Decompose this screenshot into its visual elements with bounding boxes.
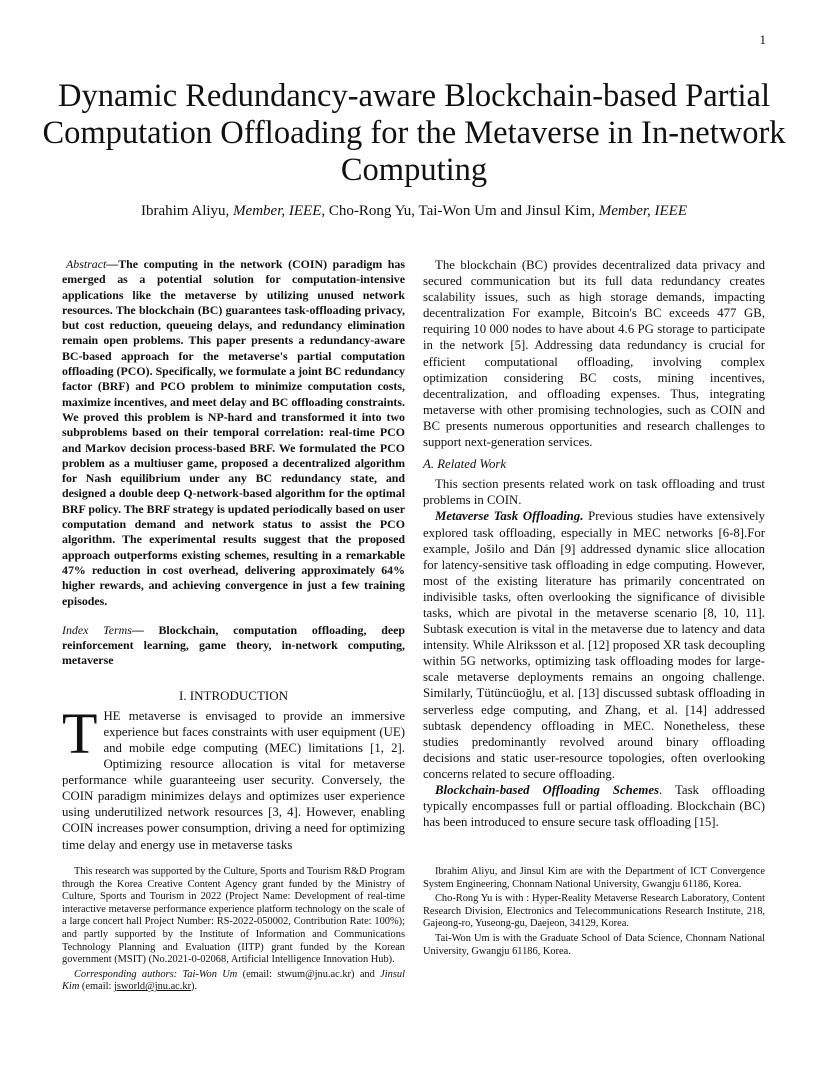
index-terms-label: Index Terms [62,622,132,637]
blockchain-offloading-paragraph [423,782,765,830]
left-column [62,257,405,853]
corresponding-footnote [62,969,405,994]
blockchain-offloading-text: . Task offloading typically encompasses full or partial offloading. Blockchain (BC) has been introduced to ensure secure task offloading [15]. [423,783,765,830]
abstract [62,257,405,609]
authors-rest: , Cho-Rong Yu, Tai-Won Um and Jinsul Kim, [321,203,599,219]
section-heading-introduction: I. INTRODUCTION [178,687,289,703]
paper-title: Dynamic Redundancy-aware Blockchain-based Partial Computation Offloading for the Metaverse in In-network Computing [42,78,786,188]
affiliation-footnote-3: Tai-Won Um is with the Graduate School of Data Science, Chonnam National University, Gwangju 61186, Korea. [423,932,765,957]
footnotes-left [62,866,405,996]
right-column [423,257,765,830]
subsection-heading-related-work: A. Related Work [423,457,507,472]
metaverse-offloading-heading: Metaverse Task Offloading. [435,509,584,524]
corresponding-email-prefix: (email: [79,981,114,993]
blockchain-paragraph: The blockchain (BC) provides decentralized data privacy and secured communication but its full data redundancy creates scalability issues, such as high storage demands, impacting decentralization For example, Bitcoin's BC exceeds 477 GB, requiring 10 000 nodes to have about 4.6 PG storage to participate in the network [5]. Addressing data redundancy is crucial for efficient computational offloading, involving complex optimization considering BC costs, mining incentives, decentralization, and offloading expenses. Thus, integrating metaverse with other promising technologies, such as COIN and BC presents numerous opportunities and research challenges to support next-generation services. [423,258,765,450]
author-last-role: Member, IEEE [598,203,688,219]
author-line [40,203,788,220]
intro-paragraph [62,700,405,853]
index-terms-text: — Blockchain, computation offloading, deep reinforcement learning, game theory, in-network computing, metaverse [62,622,405,668]
corresponding-name-2: Jinsul Kim [62,968,405,993]
affiliation-footnote-2: Cho-Rong Yu is with : Hyper-Reality Metaverse Research Laboratory, Content Research Division, Electronics and Telecommunications Research Institute, 218, Gajeong-ro, Yuseong-gu, Daejeon, 34129, Korea. [423,893,765,930]
corresponding-close: ). [191,981,198,993]
author-1: Ibrahim Aliyu, [140,203,234,219]
abstract-label: Abstract [66,257,107,271]
related-work-intro: This section presents related work on task offloading and trust problems in COIN. [423,477,765,508]
affiliation-footnote-1: Ibrahim Aliyu, and Jinsul Kim are with the Department of ICT Convergence System Engineering, Chonnam National University, Gwangju 61186, Korea. [423,866,765,890]
index-terms [62,623,405,669]
footnotes-right [423,866,765,960]
metaverse-offloading-paragraph [423,508,765,782]
intro-text: HE metaverse is envisaged to provide an immersive experience but faces constraints with user equipment (UE) and mobile edge computing (MEC) limitations [1, 2]. Optimizing resource allocation is vital for metaverse performance while guaranteeing user security. Conversely, the COIN paradigm minimizes delays and optimizes user experience using underutilized network resources [3, 4]. However, enabling COIN increases power consumption, driving a need for optimizing time delay and energy use in metaverse tasks [62,708,405,852]
author-1-role: Member, IEEE [233,203,322,219]
blockchain-offloading-heading: Blockchain-based Offloading Schemes [435,783,660,797]
corresponding-label: Corresponding authors: Tai-Won Um [74,968,238,980]
drop-cap: T [62,700,98,766]
funding-footnote: This research was supported by the Culture, Sports and Tourism R&D Program through the Korea Creative Content Agency grant funded by the Ministry of Culture, Sports and Tourism in 2022 (Project Name: Development of real-time interactive metaverse performance experience platform technology on the scale of a large concert hall Project Number: RS-2022-050002, Contribution Rate: 100%); and partly supported by the Institute of Information and Communications Technology Planning and Evaluation (IITP) grant funded by the Korean government (MSIT) (No.2021-0-02068, Artificial Intelligence Innovation Hub). [62,866,405,966]
page-number: 1 [759,32,766,47]
corresponding-email-1: (email: stwum@jnu.ac.kr) and [237,968,381,980]
metaverse-offloading-text: Previous studies have extensively explored task offloading, especially in MEC networks [6-8].For example, Jošilo and Dán [9] addressed dynamic slice allocation for latency-sensitive task offloading in edge computing. However, most of the existing literature has primarily concentrated on indivisible tasks, often overlooking the significance of divisible tasks, which are pivotal in the metaverse scenario [8, 10, 11]. Subtask execution is vital in the metaverse due to latency and data intensity. While Alriksson et al. [12] proposed XR task decoupling within 5G networks, optimizing task offloading modes for large-scale metaverse deployments remains an ongoing challenge. Similarly, Tütüncüoğlu, et al. [13] discussed subtask offloading in serverless edge computing, and Zhang, et al. [14] addressed subtask dependency offloading in MEC. Nonetheless, these studies predominantly revolved around binary offloading decisions and static user-resource topologies, often overlooking concerns related to secure offloading. [423,509,765,781]
email-link[interactable]: jsworld@jnu.ac.kr [113,981,192,993]
abstract-text: —The computing in the network (COIN) paradigm has emerged as a potential solution for computation-intensive applications like the metaverse by utilizing unused network resources. The blockchain (BC) guarantees task-offloading privacy, but cost reduction, queueing delays, and redundancy elimination remain open problems. This paper presents a redundancy-aware BC-based approach for the metaverse's partial computation offloading (PCO). Specifically, we formulate a joint BC redundancy factor (BRF) and PCO problem to minimize computation costs, maximize incentives, and meet delay and BC offloading constraints. We proved this problem is NP-hard and transformed it into two subproblems based on their temporal correlation: real-time PCO and Markov decision process-based BRF. We formulated the PCO problem as a multiuser game, proposed a decentralized algorithm for Nash equilibrium under any BC redundancy state, and designed a double deep Q-network-based algorithm for the optimal BRF policy. The BRF strategy is updated periodically based on user computation demand and network status to assist the PCO algorithm. The experimental results suggest that the proposed approach outperforms existing schemes, resulting in a remarkable 47% reduction in cost overhead, delivering approximately 64% higher rewards, and achieving convergence in just a few training episodes. [62,257,405,608]
